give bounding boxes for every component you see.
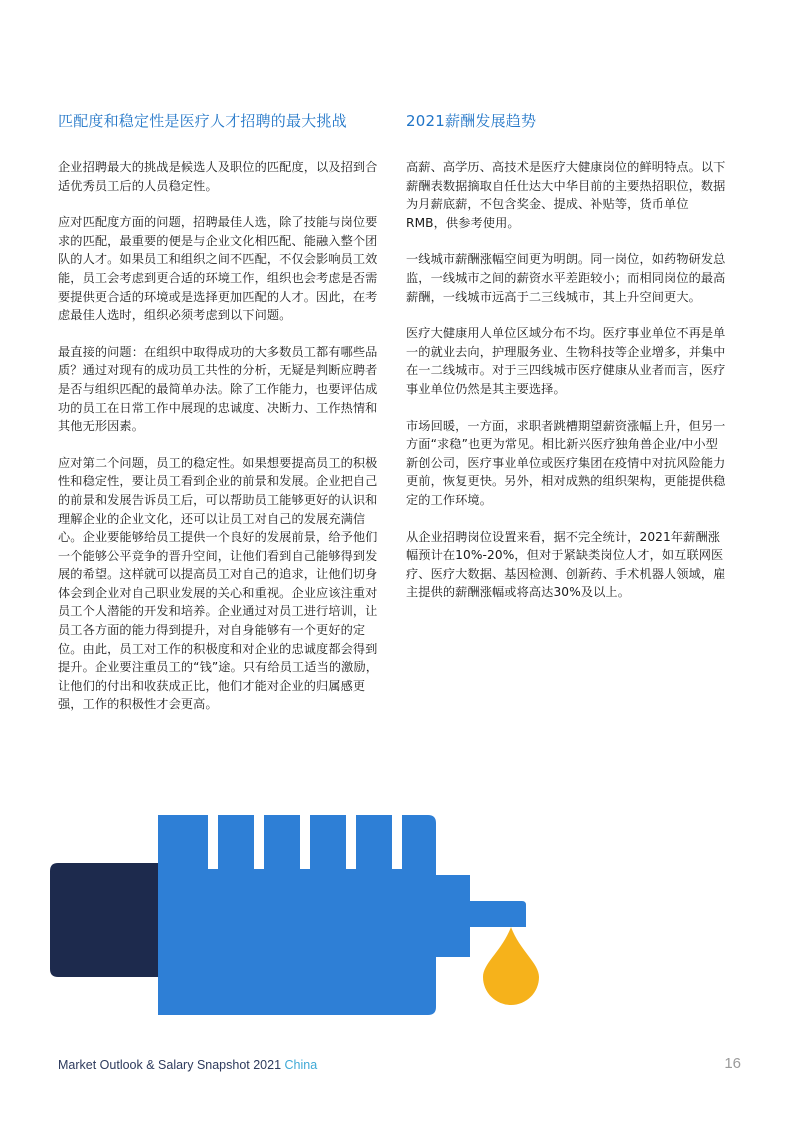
footer	[58, 1058, 317, 1072]
left-heading: 匹配度和稳定性是医疗人才招聘的最大挑战	[58, 112, 347, 130]
syringe-illustration	[0, 815, 793, 1015]
left-paragraph-2: 应对匹配度方面的问题，招聘最佳人选，除了技能与岗位要求的匹配，最重要的便是与企业文化相匹配、能融入整个团队的人才。如果员工和组织之间不匹配，不仅会影响员工效能，员工会考虑到更合适的环境工作，组织也会考虑是否需要提供更合适的环境或是选择更加匹配的人才。因此，在考虑最佳人选时，组织必须考虑到以下问题。	[58, 215, 378, 323]
left-paragraph-3: 最直接的问题：在组织中取得成功的大多数员工都有哪些品质？通过对现有的成功员工共性的分析，无疑是判断应聘者是否与组织匹配的最简单办法。除了工作能力，也要评估成功的员工在日常工作中展现的忠诚度、决断力、工作热情和其他无形因素。	[58, 344, 378, 434]
syringe-plunger	[50, 863, 168, 977]
footer-region: China	[284, 1058, 318, 1072]
right-paragraph-3: 医疗大健康用人单位区域分布不均。医疗事业单位不再是单一的就业去向，护理服务业、生物科技等企业增多，并集中在一二线城市。对于三四线城市医疗健康从业者而言，医疗事业单位仍然是其主要选择。	[406, 326, 726, 396]
right-heading: 2021薪酬发展趋势	[406, 112, 537, 130]
syringe-needle	[470, 901, 526, 927]
left-paragraph-1: 企业招聘最大的挑战是候选人及职位的匹配度，以及招到合适优秀员工后的人员稳定性。	[58, 160, 378, 193]
left-paragraph-4: 应对第二个问题，员工的稳定性。如果想要提高员工的积极性和稳定性，要让员工看到企业的前景和发展。企业把自己的前景和发展告诉员工后，可以帮助员工能够更好的认识和理解企业的企业文化，还可以让员工对自己的发展充满信心。企业要能够给员工提供一个良好的发展前景，给予他们一个能够公平竞争的晋升空间，让他们看到自己能够得到发展的希望。这样就可以提高员工对自己的追求，让他们切身体会到企业对自己职业发展的关心和重视。企业应该注重对员工个人潜能的开发和培养。企业通过对员工进行培训，让员工各方面的能力得到提升，对自身能够有一个更好的定位。由此，员工对工作的积极度和对企业的忠诚度都会得到提升。企业要注重员工的“钱”途。只有给员工适当的激励，让他们的付出和收获成正比，他们才能对企业的归属感更强，工作的积极性才会更高。	[58, 455, 379, 712]
right-paragraph-2: 一线城市薪酬涨幅空间更为明朗。同一岗位，如药物研发总监，一线城市之间的薪资水平差距较小；而相同岗位的最高薪酬，一线城市远高于二三线城市，其上升空间更大。	[406, 252, 726, 304]
left-column	[58, 110, 380, 732]
right-paragraph-4: 市场回暖，一方面，求职者跳槽期望薪资涨幅上升，但另一方面“求稳”也更为常见。相比新兴医疗独角兽企业/中小型新创公司，医疗事业单位或医疗集团在疫情中对抗风险能力更前，恢复更快。另外，相对成熟的组织架构，更能提供稳定的工作环境。	[406, 418, 726, 507]
page-number: 16	[724, 1055, 741, 1072]
right-paragraph-1: 高薪、高学历、高技术是医疗大健康岗位的鲜明特点。以下薪酬表数据摘取自任仕达大中华目前的主要热招职位，数据为月薪底薪，不包含奖金、提成、补贴等，货币单位RMB，供参考使用。	[406, 160, 726, 230]
syringe-barrel	[158, 815, 470, 1015]
right-column	[406, 110, 728, 620]
drop-icon	[483, 927, 539, 1005]
right-paragraph-5: 从企业招聘岗位设置来看，据不完全统计，2021年薪酬涨幅预计在10%-20%，但对于紧缺类岗位人才，如互联网医疗、医疗大数据、基因检测、创新药、手术机器人领域，雇主提供的薪酬涨幅或将高达30%及以上。	[406, 529, 726, 600]
footer-title: Market Outlook & Salary Snapshot 2021	[58, 1058, 282, 1072]
syringe-icon	[50, 815, 526, 1015]
